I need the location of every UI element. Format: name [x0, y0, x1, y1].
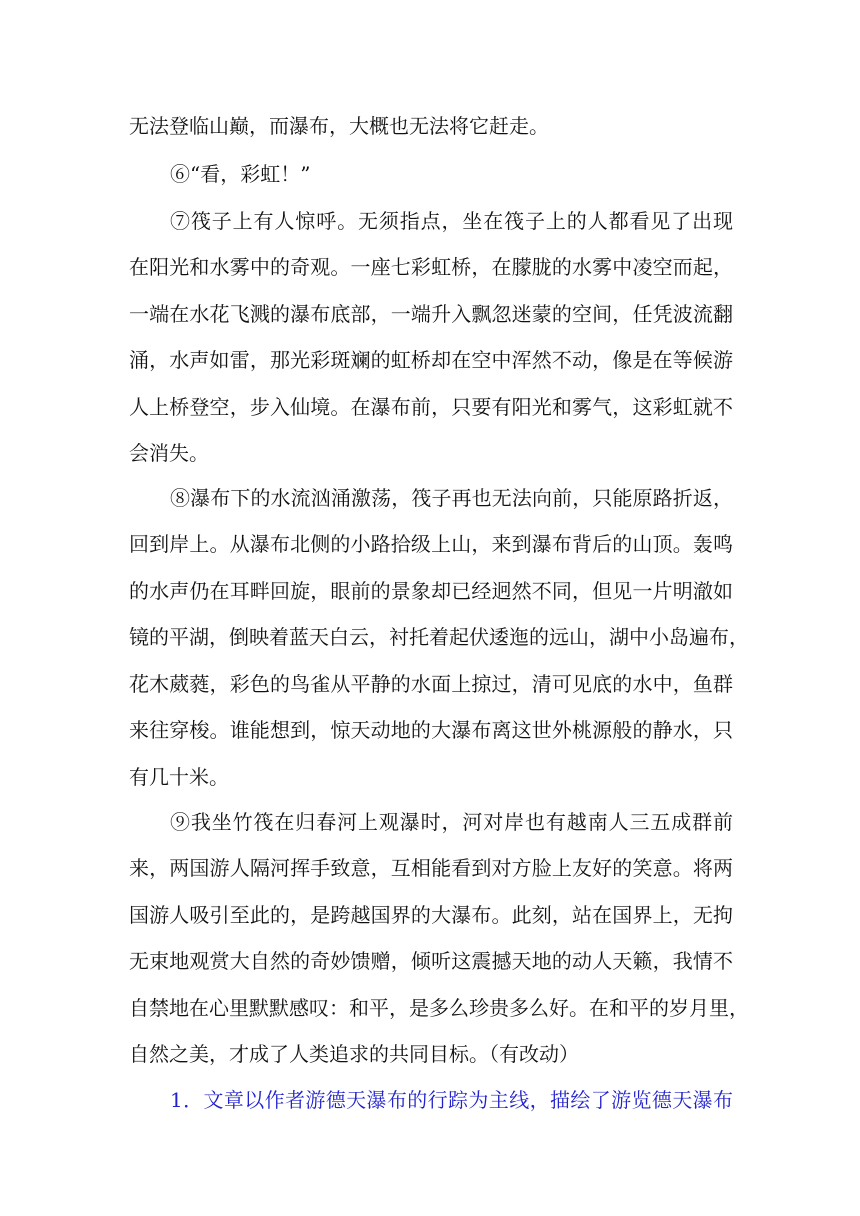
paragraph-7-line: 在阳光和水雾中的奇观。一座七彩虹桥，在朦胧的水雾中凌空而起， [129, 255, 733, 279]
paragraph-8-line: ⑧瀑布下的水流汹涌激荡，筏子再也无法向前，只能原路折返， [170, 486, 733, 510]
paragraph-9-line: 自禁地在心里默默感叹：和平，是多么珍贵多么好。在和平的岁月里， [129, 996, 749, 1020]
paragraph-7-line: 人上桥登空，步入仙境。在瀑布前，只要有阳光和雾气，这彩虹就不 [129, 395, 733, 419]
question-1: 1．文章以作者游德天瀑布的行踪为主线，描绘了游览德天瀑布 [170, 1088, 733, 1112]
paragraph-8-line: 回到岸上。从瀑布北侧的小路拾级上山，来到瀑布背后的山顶。轰鸣 [129, 532, 733, 556]
paragraph-7-line: 涌，水声如雷，那光彩斑斓的虹桥却在空中浑然不动，像是在等候游 [129, 348, 733, 372]
paragraph-7-line: ⑦筏子上有人惊呼。无须指点，坐在筏子上的人都看见了出现 [170, 209, 733, 233]
paragraph-6-line: ⑥“看，彩虹！” [170, 162, 311, 186]
paragraph-8-line: 花木葳蕤，彩色的鸟雀从平静的水面上掠过，清可见底的水中，鱼群 [129, 672, 733, 696]
paragraph-8-line: 镜的平湖，倒映着蓝天白云，衬托着起伏逶迤的远山，湖中小岛遍布， [129, 625, 749, 649]
paragraph-7-line: 会消失。 [129, 441, 209, 465]
paragraph-9-line: 来，两国游人隔河挥手致意，互相能看到对方脸上友好的笑意。将两 [129, 856, 733, 880]
paragraph-9-line: 自然之美，才成了人类追求的共同目标。（有改动） [129, 1042, 579, 1066]
paragraph-9-line: 国游人吸引至此的，是跨越国界的大瀑布。此刻，站在国界上，无拘 [129, 903, 733, 927]
paragraph-5-line-end: 无法登临山巅，而瀑布，大概也无法将它赶走。 [129, 114, 549, 138]
paragraph-8-line: 来往穿梭。谁能想到，惊天动地的大瀑布离这世外桃源般的静水，只 [129, 718, 733, 742]
paragraph-9-line: ⑨我坐竹筏在归春河上观瀑时，河对岸也有越南人三五成群前 [170, 810, 733, 834]
paragraph-8-line: 的水声仍在耳畔回旋，眼前的景象却已经迥然不同，但见一片明澈如 [129, 579, 733, 603]
paragraph-7-line: 一端在水花飞溅的瀑布底部，一端升入飘忽迷蒙的空间，任凭波流翻 [129, 302, 733, 326]
paragraph-9-line: 无束地观赏大自然的奇妙馈赠，倾听这震撼天地的动人天籁，我情不 [129, 949, 733, 973]
paragraph-8-line: 有几十米。 [129, 765, 229, 789]
